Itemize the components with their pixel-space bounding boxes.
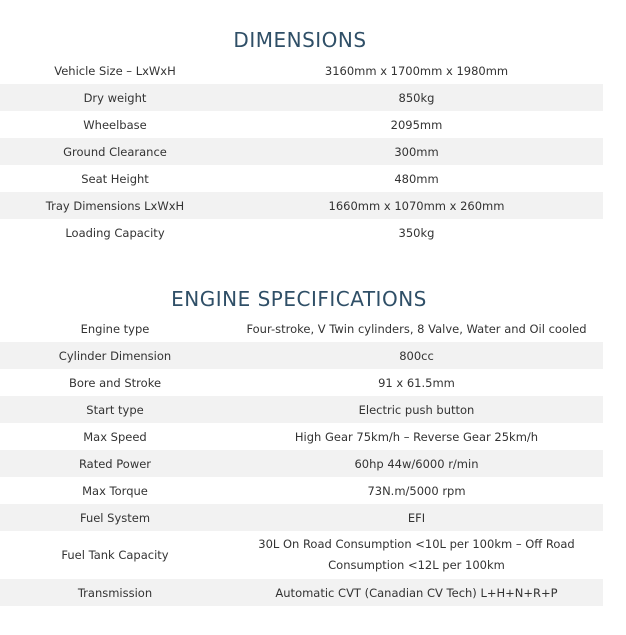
row-label: Max Torque: [82, 483, 148, 498]
row-value: 350kg: [398, 225, 435, 240]
engine-specifications-title: ENGINE SPECIFICATIONS: [171, 287, 427, 311]
row-value: 800cc: [399, 348, 434, 363]
table-row: [0, 138, 603, 165]
table-row: [0, 531, 603, 579]
table-row: [0, 450, 603, 477]
engine-specifications-table: [0, 315, 603, 606]
row-value: 850kg: [398, 90, 435, 105]
table-row: [0, 477, 603, 504]
table-row: [0, 315, 603, 342]
row-value: 2095mm: [390, 117, 443, 132]
row-label: Start type: [86, 402, 144, 417]
row-value: 300mm: [394, 144, 439, 159]
table-row: [0, 57, 603, 84]
row-value: 73N.m/5000 rpm: [367, 483, 466, 498]
table-row: [0, 369, 603, 396]
row-label: Ground Clearance: [63, 144, 167, 159]
row-value: Automatic CVT (Canadian CV Tech) L+H+N+R+P: [275, 585, 558, 600]
row-value: 91 x 61.5mm: [378, 375, 455, 390]
table-row: [0, 342, 603, 369]
row-value-cell: [230, 531, 603, 579]
table-row: [0, 165, 603, 192]
table-row: [0, 84, 603, 111]
row-label: Max Speed: [83, 429, 147, 444]
row-value: 3160mm x 1700mm x 1980mm: [324, 63, 509, 78]
table-row: [0, 219, 603, 246]
table-row: [0, 111, 603, 138]
row-label: Cylinder Dimension: [58, 348, 172, 363]
row-value: EFI: [407, 510, 426, 525]
row-value: Electric push button: [358, 402, 475, 417]
row-value: Four-stroke, V Twin cylinders, 8 Valve, Water and Oil cooled: [246, 321, 587, 336]
dimensions-title: DIMENSIONS: [233, 28, 367, 52]
dimensions-table: [0, 57, 603, 246]
row-value: 480mm: [394, 171, 439, 186]
table-row: [0, 423, 603, 450]
row-label: Wheelbase: [83, 117, 147, 132]
row-label: Bore and Stroke: [68, 375, 162, 390]
row-label: Tray Dimensions LxWxH: [45, 198, 185, 213]
table-row: [0, 396, 603, 423]
row-label: Loading Capacity: [65, 225, 165, 240]
table-row: [0, 579, 603, 606]
row-value: 1660mm x 1070mm x 260mm: [328, 198, 505, 213]
row-value: 30L On Road Consumption <10L per 100km – Off Road Consumption <12L per 100km: [258, 537, 575, 572]
row-label: Dry weight: [83, 90, 147, 105]
row-label: Engine type: [80, 321, 150, 336]
row-label: Transmission: [77, 585, 153, 600]
row-label: Fuel Tank Capacity: [61, 548, 169, 562]
row-label: Fuel System: [79, 510, 151, 525]
row-label: Vehicle Size – LxWxH: [54, 63, 176, 78]
table-row: [0, 504, 603, 531]
row-value: 60hp 44w/6000 r/min: [354, 456, 479, 471]
row-label: Seat Height: [81, 171, 149, 186]
table-row: [0, 192, 603, 219]
row-label: Rated Power: [78, 456, 152, 471]
row-value: High Gear 75km/h – Reverse Gear 25km/h: [294, 429, 539, 444]
